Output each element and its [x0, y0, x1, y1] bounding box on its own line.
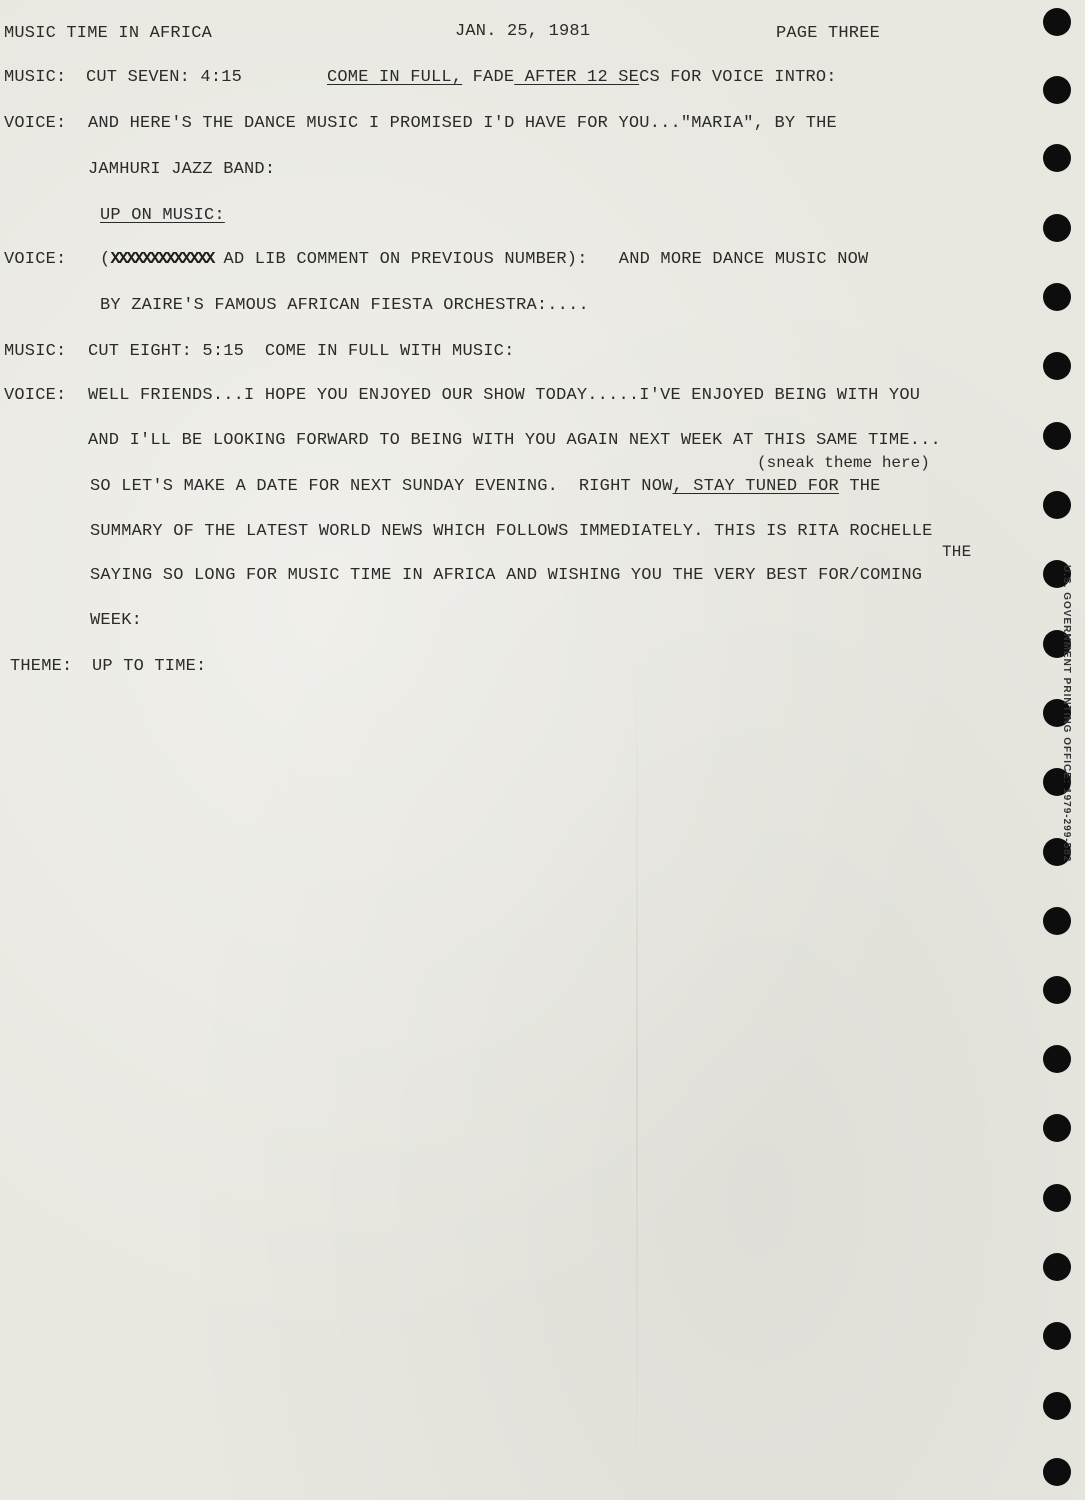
cue-up-on-music: UP ON MUSIC: [100, 206, 225, 225]
cue-label-voice: VOICE: [4, 386, 67, 405]
handwritten-insert-sneak-theme: (sneak theme here) [757, 454, 930, 472]
page-number: PAGE THREE [776, 24, 881, 43]
cut-seven: CUT SEVEN: 4:15 [86, 68, 243, 87]
binder-hole [1043, 1458, 1071, 1486]
binder-hole [1043, 1392, 1071, 1420]
voice-line-next-week: AND I'LL BE LOOKING FORWARD TO BEING WITH YOU AGAIN NEXT WEEK AT THIS SAME TIME... [88, 431, 941, 450]
voice-line-week: WEEK: [90, 611, 143, 630]
binder-hole [1043, 214, 1071, 242]
cue-label-music: MUSIC: [4, 342, 67, 361]
cue-label-voice: VOICE: [4, 114, 67, 133]
cut-seven-note: COME IN FULL, FADE AFTER 12 SECS FOR VOICE INTRO: [327, 68, 837, 87]
binder-hole [1043, 1045, 1071, 1073]
binder-hole [1043, 1184, 1071, 1212]
struck-out-text: XXXXXXXXXXXXX [110, 250, 214, 269]
theme-up-to-time: UP TO TIME: [92, 657, 207, 676]
binder-hole [1043, 907, 1071, 935]
binder-hole [1043, 283, 1071, 311]
binder-hole [1043, 1322, 1071, 1350]
voice-line-farewell: WELL FRIENDS...I HOPE YOU ENJOYED OUR SHOW TODAY.....I'VE ENJOYED BEING WITH YOU [88, 386, 921, 405]
cue-label-theme: THEME: [10, 657, 73, 676]
binder-hole [1043, 8, 1071, 36]
binder-hole [1043, 422, 1071, 450]
voice-line-fiesta: BY ZAIRE'S FAMOUS AFRICAN FIESTA ORCHESTRA:.... [100, 296, 589, 315]
cue-label-voice: VOICE: [4, 250, 67, 269]
binder-hole [1043, 976, 1071, 1004]
voice-line-so-long: SAYING SO LONG FOR MUSIC TIME IN AFRICA AND WISHING YOU THE VERY BEST FOR/COMING [90, 566, 923, 585]
voice-line-date: SO LET'S MAKE A DATE FOR NEXT SUNDAY EVENING. RIGHT NOW, STAY TUNED FOR THE [90, 477, 881, 496]
binder-hole [1043, 1114, 1071, 1142]
printing-office-imprint: U.S. GOVERNMENT PRINTING OFFICE: 1979-299-582 [1061, 565, 1072, 863]
binder-hole [1043, 76, 1071, 104]
binder-hole [1043, 1253, 1071, 1281]
binder-hole [1043, 352, 1071, 380]
cut-eight: CUT EIGHT: 5:15 COME IN FULL WITH MUSIC: [88, 342, 515, 361]
binder-hole [1043, 491, 1071, 519]
cue-label-music: MUSIC: [4, 68, 67, 87]
voice-line-news: SUMMARY OF THE LATEST WORLD NEWS WHICH FOLLOWS IMMEDIATELY. THIS IS RITA ROCHELLE [90, 522, 933, 541]
binder-hole [1043, 144, 1071, 172]
paper-fold [636, 640, 638, 1500]
program-title: MUSIC TIME IN AFRICA [4, 24, 213, 43]
voice-line-maria: AND HERE'S THE DANCE MUSIC I PROMISED I'D HAVE FOR YOU..."MARIA", BY THE [88, 114, 837, 133]
script-date: JAN. 25, 1981 [455, 22, 591, 41]
voice-line-jamhuri: JAMHURI JAZZ BAND: [88, 160, 276, 179]
voice-line-ad-lib: (XXXXXXXXXXXXX AD LIB COMMENT ON PREVIOUS NUMBER): AND MORE DANCE MUSIC NOW [100, 250, 869, 269]
insert-the: THE [942, 543, 972, 561]
